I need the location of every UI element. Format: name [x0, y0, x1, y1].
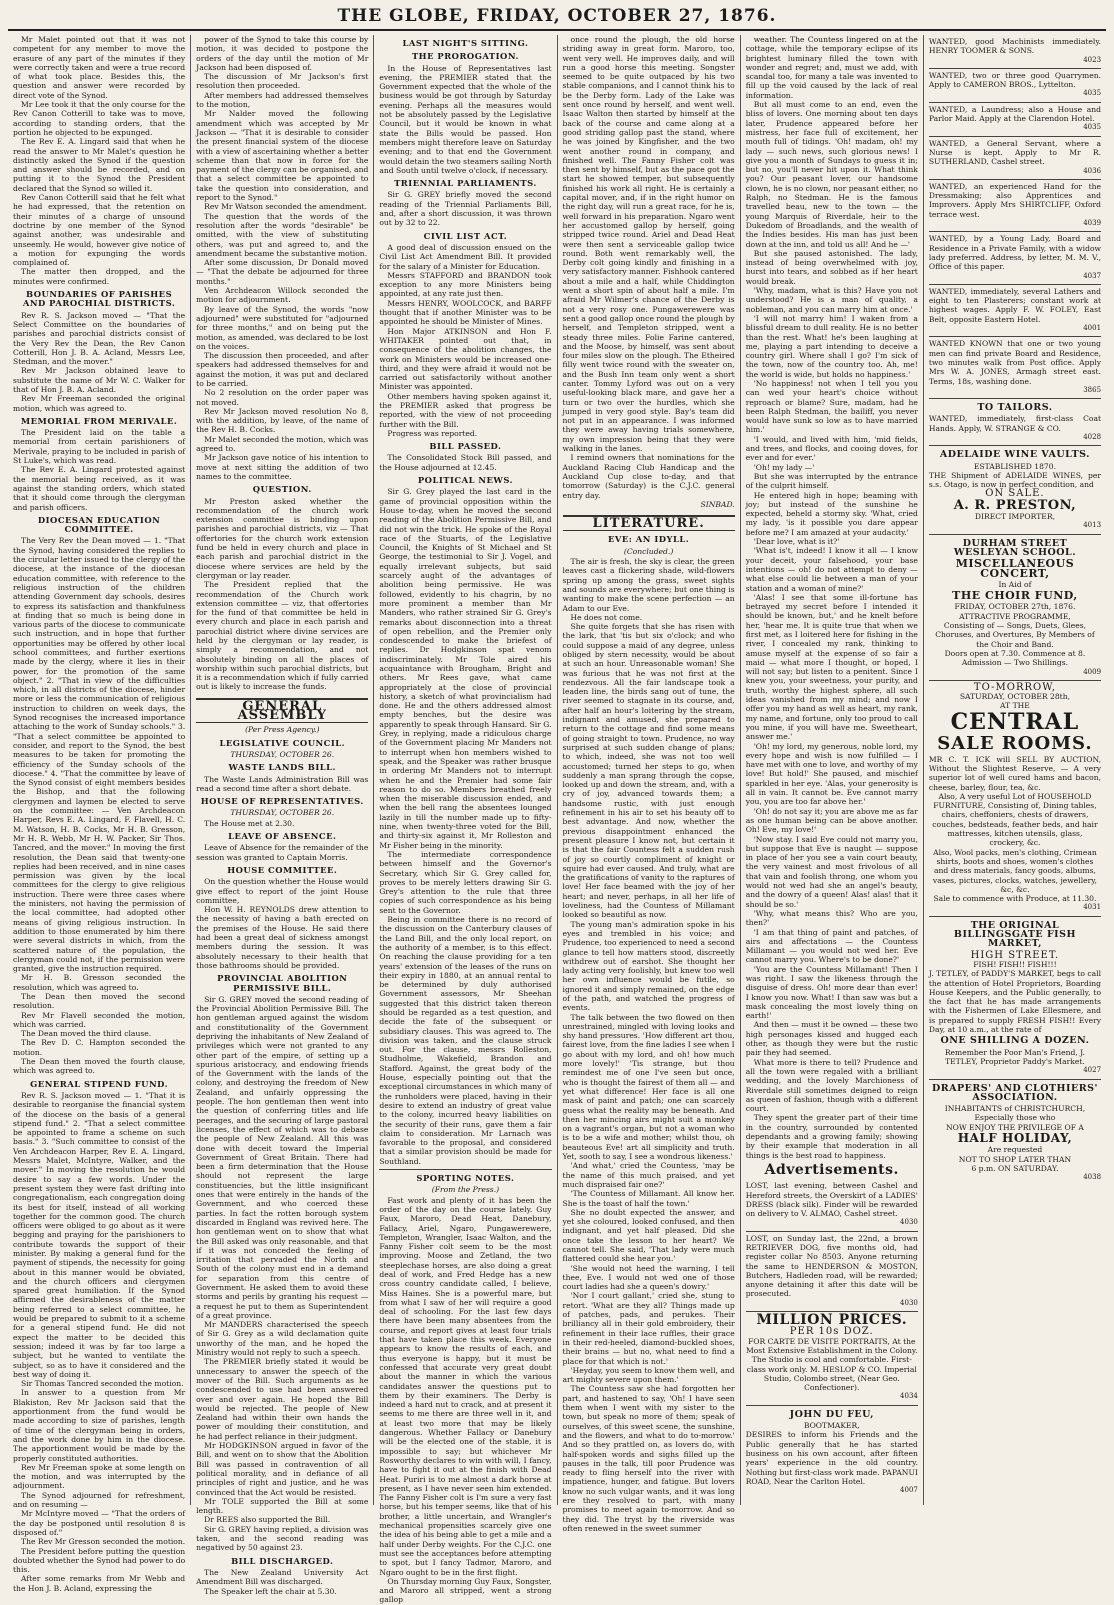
advertisement [929, 232, 1101, 284]
article-paragraph: The Very Rev the Dean moved — 1. "That the Synod, having considered the replies to the circular letter issued to the clergy of the diocese, at the instance of the diocesan education committee, with reference to the religious instruction of the children attending Government day schools, desires to express its satisfaction and thankfulness at finding that so much is being done in various parts of the diocese to communicate such instruction, and in hope that further opportunities may be offered by other local school committees, and further exertions made by the clergy, where it lies in their power, for the promotion of the same object." 2. "That in view of the difficulties which, in all districts of the diocese, hinder more or less the communication of religious instruction to children on week days, the Synod recognises the increased importance attaching to the work of Sunday schools." 3. "That a select committee be appointed to consider, and report to the Synod, the best measures to be taken for promoting the efficiency of the Sunday schools of the diocese." 4. "That the committee by leave of the Synod consist of eight members besides the Bishop, and that the following clergymen and laymen be elected to serve on the committee: — Ven Archdeacon Harper, Revs E. A. Lingard, F. Flavell, H. C. M. Watson, H. B. Cocks, Mr H. B. Gresson, Mr H. R. Webb, Mr H. W. Packer, Sir Thos. Tancred, and the mover." In moving the first resolution, the Dean said that twenty-one replies had been received, and in nine cases permission was given by the local committees for the clergy to give religious instruction. There were three cases where the ministers, not having the permission of the local committee, had adopted other means of giving religious instruction. In addition to those enumerated by him there were several districts in which, from the scattered nature of the population, the clergyman could not, if the permission were granted, give the instruction required. [13, 536, 186, 974]
article-paragraph: They spent the greater part of their time in the country, surrounded by contented dependants and a growing family; showing by their example that moderation in all things is the best road to happiness. [745, 1113, 918, 1160]
advertisement [929, 399, 1101, 446]
section-heading: HOUSE COMMITTEE. [227, 864, 338, 875]
advertisement [929, 69, 1101, 103]
column-1 [8, 35, 191, 1593]
article-paragraph: On the question whether the House would give effect to report of the joint House committee, [196, 877, 369, 905]
advertisement [929, 137, 1101, 180]
article-paragraph: power of the Synod to take this course by motion, it was decided to postpone the orders of the day until the motion of Mr Jackson had been disposed of. [196, 35, 369, 72]
article-paragraph: The President before putting the question doubted whether the Synod had power to do this. [13, 1546, 186, 1575]
article-paragraph: The Dean moved the third clause. [21, 1029, 152, 1039]
article-paragraph: The young man's admiration spoke in his eyes and trembled in his voice; and Prudence, too experienced to need a second glance to tell how matters stood, discreetly withdrew out of earshot. She thought her lady acting very foolishly, but knew too well her own influence would be futile, so ignored it and simply remained, on the edge of the path, and watched the progress of events. [562, 919, 735, 1013]
ad-text: Admission — Two Shillings. [961, 658, 1069, 668]
ad-number: 4031 [1083, 903, 1102, 912]
ad-text: FOR CARTE DE VISITE PORTRAITS, At the Most Extensive Establishment in the Colony. The Studio is cool and comfortable. First-class work only. M. HESLOP & CO. Imperial Studio, Colombo street, (Near Geo. Confectioner). [745, 1336, 918, 1393]
advertisement [929, 35, 1101, 69]
ad-number: 4013 [1083, 521, 1102, 530]
ad-text: LOST, on Sunday last, the 22nd, a brown RETRIEVER DOG, five months old, had register collar No 8503. Anyone returning the same to HENDERSON & MOSTON, Butchers, Hadleden road, will be rewarded; anyone detaining it after this date will be prosecuted. [745, 1233, 918, 1299]
article-paragraph: After members had addressed themselves to the motion, [196, 90, 369, 110]
article-paragraph: 'You are the Countess Millamant! Then I was right. I saw the likeness through the disguise of dress. Oh! more dear than ever! I know you now. What! I than saw was but a mask concealing the most lovely thing on earth!' [745, 964, 918, 1021]
article-paragraph: The talk between the two flowed on then unrestrained, mingled with loving looks and shy hand pressures. 'How different art thou, fairest love, from the fine ladies I see when I go about with my lord, and oh! how much more lovely!' 'Tis strange, but thou remindest me of one I've seen but once, who is thought the fairest of them all — and yet what difference! Her face is all one mask of paint and patch; one can scarcely guess what the reality may be beneath. And then her mincing airs might suit a monkey on a vagrant's organ, but not a woman who is to be a wife and mother; whilst thou, oh beauteous Eve! art all simplicity and truth. Yet, sooth to say, I see a wondrous likeness.' [562, 1012, 735, 1162]
column-5 [741, 35, 924, 1505]
article-paragraph: 'Oh! do not say it; you are above me as far as one human being can be above another. Oh! Eve, my love!' [745, 806, 918, 835]
article-paragraph: Sir G. GREY having replied, a division was taken, and the second reading was negatived by 50 against 23. [196, 1524, 369, 1553]
section-heading: TRIENNIAL PARLIAMENTS. [394, 178, 537, 189]
article-paragraph: Rev Mr Jackson obtained leave to substitute the name of Mr W. C. Walker for that of Hon J. B. A. Acland. [13, 366, 186, 394]
ad-number: 4036 [1083, 166, 1102, 175]
article-paragraph: 'Alas! I see that some ill-fortune has betrayed my secret before I intended it should be known, but,' and he knelt before her, 'hear me. It is quite true that when we first met, as I loitered here for fishing in the river, I concealed my rank, thinking to amuse myself at the expense of so fair a maid — what more I thought, or hoped, I will not say; but listen to a penitent. Since I knew you, your sweetness, your purity, and truth, worthy the highest sphere, all such ideas vanished from my mind; and now I offer you my hand as well as heart, my rank, my name, and fortune, only too proud to call you mine, if you will have me. Sweetheart, answer me.' [745, 592, 918, 742]
ad-number: 4035 [1083, 123, 1102, 132]
ad-text: WANTED, by a Young Lady, Board and Residence in a Private Family, with a widow lady preferred. Address, by letter, M. M. V., Office of this paper. [928, 234, 1102, 272]
article-paragraph: What more is there to tell? Prudence and all the town were regaled with a brilliant wedding, and the lovely Marchioness of Riverdale still sometimes deigned to reign as queen of fashion, though with a different court. [745, 1057, 918, 1114]
ad-text: Doors open at 7.30. Commence at 8. [944, 648, 1086, 658]
article-paragraph: In the House of Representatives last evening, the PREMIER stated that the Government expected that the whole of the business would be got through by Saturday evening. Perhaps all the measures would not be absolutely passed by the Legislative Council, but it would be known in what state the Bills would be passed. Hon members might therefore leave on Saturday evening; and to that end the Government would detain the two steamers sailing North and South until twelve o'clock, if necessary. [379, 63, 552, 175]
ad-number: 4038 [1083, 1173, 1102, 1182]
article-paragraph: I remind owners that nominations for the Auckland Racing Club Handicap and the Auckland Cup close to-day, and that tomorrow (Saturday) is the C.J.C. general entry day. [562, 453, 735, 500]
advertisement [746, 1179, 918, 1231]
article-paragraph: Dr REES also supported the Bill. [204, 1515, 331, 1525]
section-heading: POLITICAL NEWS. [417, 475, 513, 486]
ad-text: WANTED KNOWN that one or two young men can find private Board and Residence, two minutes walk from Post office. Apply Mrs W. A. JONES, Armagh street east. Terms, 18s, washing done. [928, 339, 1102, 386]
article-paragraph: After some discussion, Dr Donald moved — "That the debate be adjourned for three months." [196, 258, 369, 286]
section-heading: GENERAL STIPEND FUND. [30, 1078, 168, 1089]
ad-subtitle: BOOTMAKER, [803, 1421, 860, 1431]
article-paragraph: He entered high in hope; beaming with joy; but instead of the sunshine he expected, beheld a stormy sky. 'What, cried my lady, 'is it possible you dare appear before me? I am amazed at your audacity.' [745, 490, 918, 537]
section-heading: LEGISLATIVE COUNCIL. [219, 737, 346, 748]
article-paragraph: She quite forgets that she has risen with the lark, that 'tis but six o'clock; and who could suppose a maid of any degree, unless obliged by stern necessity, would be about at such an hour. Unreasonable woman! She was furious that he was not first at the rendezvous. All the fair landscape took a leaden line, the birds sang out of tune, the river seemed to stagnate in its course, and, after half an hour's loitering by the stream, indignant and amused, she prepared to return to the cottage and find some means of going straight to town. Prudence, no way surprised at such sudden change of plans; to which, indeed, she was not too well accustomed; turned her steps to go, when suddenly a man sprang through the copse, looked up and down the stream, and, with a cry of joy, advanced towards them; a handsome rustic, with just enough refinement in his air to set his beauty off to best advantage. And now, whether the previous disappointment enhanced the present pleasure I know not, but certain it is that the fair Countess felt a sudden rush of joy so courtly compliment of knight or squire had ever caused. And truly, what are the gratifications of vanity to the raptures of love! Her face beamed with the joy of her heart; and never, perhaps, in all her life of loveliness, had the Countess of Millamant looked so beautiful as now. [562, 622, 735, 920]
ad-number: 4037 [1083, 271, 1102, 280]
article-paragraph: Mr MANDERS characterised the speech of Sir G. Grey as a wild declamation quite unworthy of the man, and he hoped the Ministry would not reply to such a speech. [196, 1320, 369, 1358]
article-paragraph: 'Why, madam, what is this? Have you not understood? He is a man of quality, a nobleman, and you can marry him at once.' [745, 286, 918, 314]
ad-number: 4034 [900, 1392, 918, 1401]
article-paragraph: Mr Nalder moved the following amendment which was accepted by Mr Jackson — "That it is desirable to consider the present financial system of the diocese with a view of ascertaining whether a better scheme than that now in force for the payment of the clergy can be organised, and that a select committee be appointed to take the question into consideration, and report to the Synod." [196, 109, 369, 203]
section-heading: EVE: AN IDYLL. [608, 534, 690, 545]
article-paragraph: The discussion of Mr Jackson's first resolution then proceeded. [196, 72, 369, 91]
article-paragraph: The President replied that the recommendation of the Church work extension committee — viz, that offertories for the fund of that committee be held in every church and place in each parish and parochial district where divine services are held by the clergyman or lay reader, is simply a recommendation, and not absolutely binding on all the places of worship within such parochial districts, but it is a recommendation which if fully carried out is likely to increase the funds. [196, 580, 369, 692]
ad-number: 4027 [1083, 1066, 1102, 1075]
byline: (From the Press.) [431, 1185, 500, 1195]
article-paragraph: The matter then dropped, and the minutes were confirmed. [13, 267, 186, 286]
dateline: THURSDAY, OCTOBER 26. [230, 808, 335, 818]
ad-text: Consisting of — Songs, Duets, Glees, Choruses, and Overtures, By Members of the Choir and Band. [935, 621, 1095, 649]
section-heading: SPORTING NOTES. [416, 1173, 515, 1184]
ad-title: DURHAM STREET WESLEYAN SCHOOL. [953, 537, 1077, 558]
signature: SINBAD. [700, 499, 735, 509]
ad-callout: ON SALE. [985, 488, 1045, 500]
column-4 [558, 35, 741, 1533]
article-paragraph: 'She would not heed the warning, I tell thee, Eve. I would not wed one of those court ladies had she a queen's dowry.' [562, 1263, 735, 1292]
ad-text: WANTED, immediately, several Lathers and eight to ten Plasterers; constant work at highest wages. Apply F. W. FOLEY, East Belt, opposite Eastern Hotel. [928, 286, 1102, 324]
column-6 [924, 35, 1106, 1505]
article-paragraph: The New Zealand University Act Amendment Bill was discharged. [196, 1567, 369, 1587]
article-paragraph: On Thursday morning Guy Faux, Songster, and Maroro all stripped, went a strong gallop [379, 1576, 552, 1605]
ad-text: THE Shipment of ADELAIDE WINES, per s.s. Otago, is now in perfect condition, and [928, 470, 1102, 490]
section-heading: LAST NIGHT'S SITTING. [402, 38, 529, 48]
ad-text: Are requested [987, 1145, 1043, 1155]
ad-subtitle: HIGH STREET. [970, 949, 1060, 961]
ad-number: 4030 [900, 1218, 918, 1227]
article-paragraph: Ven Archdeacon Willock seconded the motion for adjournment. [196, 286, 369, 305]
article-paragraph: Mr Malet pointed out that it was not competent for any member to move the erasure of any part of the minutes if they were correctly taken and were a true record of what took place. Besides this, the question and answer were recorded by direct vote of the Synod. [13, 35, 186, 100]
article-paragraph: But all must come to an end, even the bliss of lovers. One morning about ten days later, Prudence appeared before her mistress, her face full of excitement, her mouth full of tidings. 'Oh! madam, oh! my lady — such news, such glorious news! I give you a month of Sundays to guess it in; but no, you'll never hit upon it. What think you? Our peasant lover, our handsome clown, he is no clown, nor peasant either, no Ralph, no Stedman. He is the famous travelled beau, new to the town — the young Marquis of Riverdale, heir to the Dukedom of Broadlands, and the wealth of the Indies besides. His man has just been down at the inn, and told us all! And he —' [745, 100, 918, 249]
article-paragraph: The intermediate correspondence between himself and the Governor's Secretary, which Sir G. Grey called for, proves to be merely letters drawing Sir G. Grey's attention to the rule that three copies of such correspondence as his being sent to the Governor. [379, 849, 552, 915]
article-paragraph: Sir Thomas Tancred seconded the motion. [21, 1379, 184, 1389]
ad-callout: FISH! FISH!! FISH!!! [973, 959, 1057, 969]
ad-text: WANTED, an experienced Hand for the Dressmaking; also Apprentices and Improvers. Apply Mrs SHIRTCLIFF, Oxford terrace west. [928, 181, 1102, 219]
ad-text: WANTED, a Laundress; also a House and Parlor Maid. Apply at the Clarendon Hotel. [928, 104, 1102, 124]
article-paragraph: 'I will not marry him! I waken from a blissful dream to dull reality. He is no better than the rest. What! he's been laughing at me, playing a part intending to deceive a country girl. Where shall I go? I'm sick of the town, now of the country too. Ah, me! the world is wide, but holds no happiness.' [745, 313, 918, 379]
columns [8, 35, 1106, 1605]
section-heading: QUESTION. [252, 484, 312, 495]
ad-title: MILLION PRICES. [756, 1312, 908, 1329]
article-paragraph: 'Dear love, what is it?' [753, 537, 840, 547]
article-paragraph: Rev Mr Jackson moved resolution No 8, with the addition, by leave, of the name of the Rev H. B. Cocks. [196, 406, 369, 435]
ad-title: JOHN DU FEU, [789, 1408, 874, 1420]
article-paragraph: Rev Mr Watson seconded the amendment. [204, 202, 368, 212]
article-paragraph: Mr Jackson gave notice of his intention to move at next sitting the addition of two names to the committee. [196, 453, 369, 481]
article-paragraph: The Speaker left the chair at 5.30. [204, 1586, 337, 1596]
ad-headline: THE CHOIR FUND, [952, 589, 1078, 603]
ad-headline: HALF HOLIDAY, [957, 1130, 1073, 1145]
article-paragraph: Sir G. Grey played the last card in the game of provincial opposition within the House to-day, when he moved the second reading of the Abolition Permissive Bill, and did not win the trick. He spoke of the Royal race of the Stuarts, of the Legislative Council, the Knights of St Michael and St George, the testimonial to Sir J. Vogel, and equally irrelevant subjects, but said scarcely aught of the advantages of abolition being permissive. He was followed, evidently to his chagrin, by no more prominent a member than Mr Manders, who rather strained Sir G. Grey's remarks about disconnection into a threat of open rebellion, and the Premier only condescended to make the briefest of replies. Dr Hodgkinson spat venom indiscriminately. Mr Tole aired his acquaintance with Brougham, Bright and others. Mr Rees gave, what came appropriately at the close of provincial history, a sketch of what provincialism had done. He and the others addressed almost empty benches, but the desire was apparently to speak through Hansard. Sir G. Grey, in replying, made a ridiculous charge of the Government placing Mr Manders not to interrupt when hon members wished to speak, and the Speaker was rather brusque in ordering Mr Manders not to interrupt when he and the Premier had some fair reason to do so. Members breathed freely when the miserable discussion ended, and when the bell rang the absentees lounged lazily in till the number made up to fifty-nine, when twenty-three voted for the Bill, and thirty-six against it, Mr Rolleston and Mr Fisher being in the minority. [379, 487, 552, 850]
ad-number: 4001 [1083, 324, 1102, 333]
advertisement [929, 535, 1101, 681]
ad-number: 4035 [1083, 89, 1102, 98]
advertisement [929, 917, 1101, 1080]
article-paragraph: Rev Mr Flavell seconded the motion, which was carried. [13, 1010, 186, 1029]
section-heading: WASTE LANDS BILL. [228, 762, 336, 773]
advertisement [929, 337, 1101, 399]
advertisement [746, 1232, 918, 1312]
article-paragraph: After some remarks from Mr Webb and the Hon J. B. Acland, expressing the [13, 1574, 186, 1593]
article-paragraph: But she paused astonished. The lady, instead of being overwhelmed with joy, burst into tears, and sobbed as if her heart would break. [745, 248, 918, 286]
ad-date: FRIDAY, OCTOBER 27th, 1876. [954, 602, 1076, 612]
article-paragraph: By leave of the Synod, the words "now adjourned" were substituted for "adjourned for three months," and on being put the motion, as amended, was declared to be lost on the voices. [196, 304, 369, 351]
ad-number: 4007 [900, 1486, 918, 1495]
article-paragraph: She no doubt expected the answer, and yet she coloured, looked confused, and then indignant, and yet half pleased. Did she once take the lesson to her heart? We cannot tell. She said, 'That lady were much flattered could she hear you.' [562, 1207, 735, 1264]
ad-number: 4028 [1083, 432, 1102, 441]
article-paragraph: Mr HODGKINSON argued in favor of the Bill, and went on to show that the Abolition Bill was passed in contravention of all political morality, and in defiance of all principles of right and justice, and he was convinced that the Act would be resisted. [196, 1441, 369, 1497]
article-paragraph: 'I would, and lived with him, 'mid fields, and trees, and flocks, and cooing doves, for ever and for ever.' [745, 434, 918, 463]
ad-headline: CENTRAL [950, 708, 1080, 735]
article-paragraph: 'The Countess of Millamant. All know her. She is the toast of half the town.' [562, 1189, 735, 1208]
ad-text: J. TETLEY, of PADDY'S MARKET, begs to call the attention of Hotel Proprietors, Boarding House Keepers, and the Public generally, to the fact that he has made arrangements with the Fishermen of Lake Ellesmere, and is prepared to supply FRESH FISH!! Every Day, at 10 a.m., at the rate of [928, 969, 1102, 1035]
subheading: (Concluded.) [623, 546, 674, 556]
article-paragraph: The Synod adjourned for refreshment, and on resuming — [13, 1490, 186, 1510]
dateline: THURSDAY, OCTOBER 26. [230, 749, 335, 759]
article-paragraph: No 2 resolution on the order paper was not moved. [196, 388, 369, 407]
ad-text: INHABITANTS of CHRISTCHURCH, Especially those who [944, 1104, 1086, 1123]
article-paragraph: 'No happiness! not when I tell you you can wed your heart's choice without reproach or blame? Sure, madam, had he been Ralph Stedman, the bailiff, you never would have sunk so low as to have married him.' [745, 378, 918, 435]
ad-title: ADELAIDE WINE VAULTS. [939, 449, 1090, 461]
article-paragraph: 'Oh! my lady —' [753, 462, 815, 472]
article-paragraph: 'Heyday, you seem to know them well, and art mighty severe upon them.' [562, 1365, 735, 1385]
ad-subtitle: ESTABLISHED 1870. [973, 461, 1056, 471]
section-heading: CIVIL LIST ACT. [423, 230, 508, 241]
ad-text: Sale to commence with Produce, at 11.30. [933, 894, 1097, 904]
article-paragraph: Sir G. GREY moved the second reading of the Provincial Abolition Permissive Bill. The hon gentleman argued against the wisdom and constitutionality of the Government depriving the inhabitants of New Zealand of privileges which were not granted to any other part of the empire, of setting up a spurious aristocracy, and endowing friends of the Government with the lands of the colony, and destroying the freedom of New Zealand, and unfairly oppressing the people. The hon gentleman then went into the question of conferring titles and life peerages, and the securing of large pastoral licenses, the effect of which was to debase the people of New Zealand. All this was done with deceit toward the Imperial Government of Great Britain. There had been a firm determination that the House should not represent the large constituencies, but the little insignificant ones that were entirely in the hands of the Government, and who coerced these parties. In fact the rotten borough system discarded in England was revived here. The hon gentleman went on to show that what the Bill asked was only reasonable, and that if it was not conceded the feeling of irritation that pervaded the North and South of the colony must end in a demand for separation from this centre of Government. He asked them to avoid these storms and perils by granting his request — a request he put to them as Superintendent of a great province. [196, 994, 369, 1320]
column-2 [191, 35, 374, 1596]
byline: (Per Press Agency.) [245, 725, 320, 735]
article-paragraph: He does not come. [570, 612, 643, 622]
article-paragraph: Rev R. S. Jackson moved — 1. "That it is desirable to reorganise the financial system of the diocese on the basis of a general stipend fund." 2. "That a select committee be appointed to frame a scheme on such basis." 3. "Such committee to consist of the Ven Archdeacon Harper, Rev E. A. Lingard, Messrs Malet, McIntyre, Walker, and the mover." In moving the resolution he would desire to say a few words. Under the present system they were fast drifting into congregationalism, each congregation doing its best for itself, instead of all working together for the common good. The church officers were obliged to go about as it were begging and praying for the parishioners to contribute towards the support of their minister. By making a general fund for the payment of stipends, the necessity for going about in this manner would be obviated, and the church officers and clergymen spared great humiliation. If the Synod affirmed the desirableness of the matter being referred to a select committee, he would be prepared to submit to it a scheme for a general stipend fund. He did not expect the matter to be decided this session; indeed it was by far too large a subject, but he wanted to ventilate the subject, so as to have it considered and the best way of doing it. [13, 1090, 186, 1379]
advertisement [929, 180, 1101, 232]
article-paragraph: Rev R. S. Jackson moved — "That the Select Committee on the boundaries of parishes and parochial districts consist of the Very Rev the Dean, the Rev Canon Cotterill, Hon J. B. A. Acland, Messrs Lee, Stedman, and the mover." [13, 310, 186, 367]
article-paragraph: The Dean then moved the second resolution. [13, 991, 186, 1011]
ad-subtitle: ATTRACTIVE PROGRAMME, [959, 611, 1071, 621]
section-heading: THE PROROGATION. [411, 51, 519, 62]
article-paragraph: In answer to a question from Mr Blakiston, Rev Mr Jackson said that the apportionment from the fund would be made according to size of parishes, length of time of the clergyman being in orders, and the work done by him in the diocese. The apportionment would be made by the properly constituted authorities. [13, 1388, 186, 1463]
divider [379, 1169, 551, 1170]
section-heading: LEAVE OF ABSENCE. [228, 831, 337, 842]
advertisement [929, 285, 1101, 337]
article-paragraph: Leave of Absence for the remainder of the session was granted to Captain Morris. [196, 843, 369, 862]
ad-subtitle: DIRECT IMPORTER, [974, 512, 1055, 522]
ad-date: SATURDAY, OCTOBER 28th, [959, 692, 1071, 702]
general-assembly-heading: GENERAL ASSEMBLY [196, 698, 368, 724]
article-paragraph: The discussion then proceeded, and after speakers had addressed themselves for and against the motion, it was put and declared to be carried. [196, 351, 369, 388]
article-paragraph: The Consolidated Stock Bill passed, and the House adjourned at 12.45. [379, 453, 552, 472]
article-paragraph: Messrs STAFFORD and BRANDON took exception to any more Ministers being appointed, at any rate just then. [379, 270, 552, 299]
ad-text: 6 p.m. ON SATURDAY. [971, 1163, 1059, 1173]
ad-text: WANTED, two or three good Quarrymen. Apply to CAMERON BROS., Lyttelton. [928, 70, 1102, 90]
advertisement [746, 1406, 918, 1499]
article-paragraph: A good deal of discussion ensued on the Civil List Act Amendment Bill. It provided for the salary of a Minister for Education. [379, 242, 552, 271]
ad-subtitle: In Aid of [998, 579, 1032, 589]
article-paragraph: 'Oh! my lord, my generous, noble lord, my every hope and wish is now fulfilled — I have met with one to love, and worthy of my love! But hold!' She paused, and mischief sparkled in her eye. 'Alas, your generosity is all in vain. It cannot be. Eve cannot marry you, you are too far above her.' [745, 741, 918, 807]
article-paragraph: Being in committee there is no record of the discussion on the Canterbury clauses of the Land Bill, and the only local report, on the authority of a member, is to this effect. On reaching the clause providing for a ten years' extension of the leases of the runs on their expiry in 1880, at an annual rental to be determined by duly authorised Government assessors, Mr Sheehan suggested that this district taken thereon should be regarded as a test question, and decide the fate of the subsequent or subsidiary clauses. This was agreed to. The division was taken, and the clause struck out. For the clause, messrs Rolleston, Studholme, Wakefield, Brandon and Stafford. Against, the great body of the House, especially pointing out that the exceptional circumstances in which many of the runholders were placed, having in their desire to extend an industry of great value to the colony, incurred heavy liabilities on the security of their runs, gave them a fair claim to consideration. Mr Larnach was favorable to the proposal, and considered that a similar provision should be made for Southland. [379, 915, 552, 1166]
article-paragraph: Mr TOLE supported the Bill at some length. [196, 1496, 369, 1516]
ad-headline: SALE ROOMS. [937, 732, 1093, 754]
article-paragraph: 'Why, what means this? Who are you, then?' [745, 908, 918, 928]
ad-text: Also, A very useful Lot of HOUSEHOLD FURNITURE, Consisting of, Dining tables, chairs, cheffoniers, chests of drawers, couches, bedsteads, feather beds, and hair mattresses, kitchen utensils, glass, crockery, &c. [932, 791, 1098, 848]
ad-text: WANTED, good Machinists immediately. HENRY TOOMER & SONS. [928, 37, 1102, 56]
ad-number: 4030 [900, 1298, 918, 1307]
advertisement [929, 1080, 1101, 1186]
ad-text: DESIRES to inform his Friends and the Public generally that he has started business on his own account, after fifteen years' experience in the old country. Nothing but first-class work made. PAPANUI ROAD, Near the Carlton Hotel. [745, 1430, 918, 1486]
article-paragraph: And then — must it be owned — these two high personages kissed and hugged each other, as though they were but the rustic pair they had seemed. [745, 1020, 918, 1058]
article-paragraph: Mr Preston asked whether the recommendation of the church work extension committee is binding upon parishes and parochial districts, viz — That offertories for the church work extension fund be held in every church and place in each parish and parochial district in the diocese where services are held by the clergyman or lay reader. [196, 496, 369, 580]
article-paragraph: Mr Lee took it that the only course for the Rev Canon Cotterill to take was to move, according to standing orders, that the portion he objected to be expunged. [13, 100, 186, 137]
article-paragraph: But she was interrupted by the entrance of the culprit himself. [745, 471, 918, 491]
article-paragraph: Rev Mr Freeman seconded the original motion, which was agreed to. [13, 394, 186, 413]
article-paragraph: The Waste Lands Administration Bill was read a second time after a short debate. [196, 774, 369, 793]
article-paragraph: The Rev E. A. Lingard protested against the memorial being received, as it was against the standing orders, which stated that it should come through the clergyman and parish officers. [13, 465, 186, 512]
article-paragraph: Rev Canon Cotterill said that he felt what he had expressed, that the retention on their minutes of a charge of unsound doctrine by one member of the Synod against another, was undesirable and unseemly. He would, however give notice of a motion for expunging the words complained of. [13, 193, 186, 268]
ad-text: MR C. T. ICK will SELL BY AUCTION, Without the Slightest Reserve, — A very superior lot of well cured hams and bacon, cheese, barley, flour, tea, &c. [928, 754, 1102, 792]
ad-number: 4023 [1083, 55, 1102, 64]
article-paragraph: Mr McIntyre moved — "That the orders of the day be postponed until resolution 8 is disposed of." [13, 1509, 186, 1537]
article-paragraph: The House met at 2.30. [204, 818, 295, 828]
ad-text: Remember the Poor Man's Friend, J. TETLEY, Proprietor Paddy's Market. [944, 1047, 1086, 1066]
article-paragraph: 'I am that thing of paint and patches, of airs and affectations — the Countess Millamant — you would not wed her. Eve cannot marry you. Where's to be done?' [745, 927, 918, 965]
literature-heading: LITERATURE. [563, 515, 735, 531]
advertisement [746, 1312, 918, 1406]
article-paragraph: 'Nor I court gallant,' cried she, stung to retort. 'What are they all? Things made up of patches, pads, and perukes. Their brilliancy all in their gold embroidery, their refinement in their lace ruffles, their grace in their red-heeled, diamond-buckled shoes, their brains — but no, what need to find a place for that which is not.' [562, 1291, 735, 1366]
article-paragraph: The question that the words of the resolution after the words "desirable" be omitted, with the view of substituting others, was put and agreed to, and the amendment became the substantive motion. [196, 211, 369, 258]
article-paragraph: weather. The Countess lingered on at the cottage, while the temporary eclipse of its brightest luminary filled the town with wonder and regret; and, must we add, with scandal too, for many a tale was invented to fill up the void caused by the lack of real information. [745, 35, 918, 100]
advertisement [929, 681, 1101, 917]
column-3 [374, 35, 557, 1605]
article-paragraph: Mr Malet seconded the motion, which was agreed to. [196, 434, 369, 454]
article-paragraph: Messrs HENRY, WOOLCOCK, and BARFF thought that if another Minister was to be appointed he should be Minister of Mines. [379, 298, 552, 327]
ad-number: 4009 [1083, 667, 1102, 676]
ad-text: NOW ENJOY THE PRIVILEGE OF A [945, 1122, 1084, 1132]
ad-text: WANTED, immediately, first-class Coat Hands. Apply, W. STRANGE & CO. [928, 414, 1102, 433]
advertisement [929, 103, 1101, 137]
article-paragraph: Hon W. H. REYNOLDS drew attention to the necessity of having a bath erected on the premises of the House. He said there had been a great deal of sickness amongst members during the session. It was absolutely necessary to their health that those bathrooms should be provided. [196, 905, 369, 970]
article-paragraph: 'And what,' cried the Countess, 'may be the name of this much praised, and yet much dispraised fair one?' [562, 1161, 735, 1189]
article-paragraph: The Countess saw she had forgotten her part, and hastened to say, 'Oh! I have seen them when I went with my sister to the town, but speak no more of them; speak of ourselves, of this sweet scene, the sunshine, and the flowers, and what to do to-morrow.' And so they prattled on, as lovers do, with half-spoken words and sighs filled up the pauses in the talk, till poor Prudence was ready to fling herself into the river with impatience, hunger, and fatigue. But lovers know no such vulgar wants, and it was long ere they resolved to part, with many promises to meet again to-morrow. And so they did. The tryst by the riverside was often renewed in the sweet summer [562, 1384, 735, 1533]
section-heading: BOUNDARIES OF PARISHES AND PAROCHIAL DISTRICTS. [22, 289, 176, 309]
article-paragraph: 'Now stay. I said Eve could not marry you, but suppose that Eve is naught — suppose in place of her you see a vain court beauty, the very vainest and most frivolous of all that vain and foolish throng, one whom you would not wed had she an angel's beauty, and the dowry of a queen! Alas! alas! that it should be so.' [745, 834, 918, 909]
ad-title: TO TAILORS. [977, 402, 1053, 414]
article-paragraph: Sir G. GREY briefly moved the second reading of the Triennial Parliaments Bill, and, after a short discussion, it was thrown out by 32 to 22. [379, 190, 552, 228]
ad-headline: MISCELLANEOUS CONCERT, [955, 557, 1075, 580]
advertisements-heading: Advertisements. [764, 1161, 899, 1178]
article-paragraph: Other members having spoken against it, the PREMIER asked that progress be reported, with the view of not proceeding further with the Bill. [379, 391, 552, 429]
article-paragraph: 'What is't, indeed! I know it all — I know your deceit, your falsehood, your base intentions — oh! do not attempt to deny — what else could lie between a man of your station and a woman of mine?' [745, 546, 918, 593]
ad-text: LOST, last evening, between Cashel and Hereford streets, the Overskirt of a LADIES' DRESS (black silk). Finder will be rewarded on delivery to V. ALMAO, Cashel street. [745, 1181, 918, 1219]
article-paragraph: once round the plough, the old horse striding away in great form. Maroro, too, went very well. He improves daily, and will run a good horse this meeting. Songster seemed to be quite outpaced by his two stable companions, and I cannot think his to be the Derby form. Lady of the Lake was sent once round by herself, and went well. Isaac Walton then started by himself at the back of the course and came along at a good striding gallop past the stand, where he was joined by Kingfisher, and the two went another round in company, and finished well. The Fanny Fisher colt was then sent by himself, but as the pace got the start he showed temper, but subsequently finished his work all right. He is certainly a capital mover, and, if in the right humor on the right day, will run a great race, for he is, well forward in his preparation. Ngaro went her accustomed gallop by herself, going stripped twice round. Ariel and Dead Heat were then sent a serviceable gallop twice round. Both went remarkably well, the Derby colt going kindly and finishing in a very satisfactory manner. Fishhook cantered about a mile and a half, while Chiddington went a short spin of about half a mile. I'm afraid Mr Wilmer's chance of the Derby is not a very rosy one. Pungawerewere was sent a good gallop once round the plough by herself, and Templeton stripped, went a steady three miles. Folie Farine cantered, and the Moose, by himself, was sent about four miles slow on the plough. The Etheired filly went twice round with the sweater on, and the Bush Inn team only went a short canter. Tommy Lyford was out on a very useful-looking black mare, and gave her a turn or two over the hurdles, which she jumped in very good style. Bay's team did not put in an appearance. I was informed they were away having trials somewhere, my own impression being that they were walking in the lanes. [562, 35, 735, 454]
article-paragraph: The air is fresh, the sky is clear, the green leaves cast a flickering shade, wild-flowers spring up among the grass, sweet sights and sounds are everywhere; but one thing is wanting to make the scene perfection — an Adam to our Eve. [562, 557, 735, 613]
article-paragraph: The Rev E. A. Lingard said that when he read the answer to Mr Malet's question he distinctly asked the Synod if the question and answer should be recorded, and on putting it to the Synod the President declared that the Synod so willed it. [13, 137, 186, 193]
section-heading: PROVINCIAL ABOLITION PERMISSIVE BILL. [217, 973, 348, 993]
ad-text: WANTED, a General Servant, where a Nurse is kept. Apply to Mr R. SUTHERLAND, Cashel street. [928, 138, 1102, 167]
ad-headline: TO-MORROW, [973, 681, 1056, 693]
ad-price: PER 10s DOZ. [789, 1326, 874, 1338]
ad-title: DRAPERS' AND CLOTHIERS' ASSOCIATION. [932, 1082, 1098, 1103]
ad-number: 4039 [1083, 219, 1102, 228]
article-paragraph: Mr H. B. Gresson seconded the resolution, which was agreed to. [13, 973, 186, 992]
article-paragraph: The Dean then moved the fourth clause, which was agreed to. [13, 1057, 186, 1076]
ad-number: 3865 [1083, 385, 1102, 394]
article-paragraph: Progress was reported. [387, 428, 478, 438]
advertisement [929, 446, 1101, 534]
article-paragraph: Fast work and plenty of it has been the order of the day on the course lately. Guy Faux, Maroro, Dead Heat, Danebury, Fallacy, Ariel, Ngaro, Pungawerewere, Templeton, Wrangler, Isaac Walton, and the Fanny Fisher colt seem to be the most improving. Moose and Zetland, the two steeplechase horses, are also doing a great deal of work, and Fred Hedge has a new cross country candidate called, I believe, Miss Haines. She is a powerful mare, but from what I saw of her will require a good deal of schooling. For the last few days there have been many absentees from the course, and report gives at least four trials that have taken place this week. Everyone appears to know the results of each, and thus everyone is happy, but it must be confessed that accurate very great doubt about the manner in which the various candidates answer the questions put to them by their examiners. The Derby is indeed a hard nut to crack, and at present it seems to me there are three well in it, and at least two more that may be likely dangerous. Whether Fallacy or Danebury will be the elected one of the stable, it is impossible to say; but whichever Mr Rosworthy declares to win with will, I fancy, have to fight it out at the finish with Dead Heat. Puriri is to me almost a dark horse at present, as I have never seen him extended. The Fanny Fisher colt is I'm sure a very fast horse, but his temper seems, like that of his brother, a little uncertain, and Wrangler's mechanical propensities scarcely give one the idea of his being able to get a mile and a half under Derby weights. For the C.J.C. one must see the acceptances before attempting to spot, but I fancy Tadmor, Maroro, and Ngaro ought to be in the first flight. [379, 1195, 552, 1577]
ad-text: NOT TO SHOP LATER THAN [958, 1154, 1072, 1164]
article-paragraph: The President laid on the table a memorial from certain parishioners of Merivale, praying to be included in parish of St Luke's, which was read. [13, 428, 186, 466]
ad-text: Also, Wool packs, men's clothing, Crimean shirts, boots and shoes, women's clothes and dress materials, fancy goods, albums, vases, pictures, clocks, watches, jewellery, &c, &c. [932, 847, 1097, 894]
section-heading: MEMORIAL FROM MERIVALE. [20, 415, 178, 426]
ad-name: A. R. PRESTON, [953, 497, 1077, 513]
article-paragraph: The Rev Mr Gresson seconded the motion. [21, 1537, 186, 1547]
article-paragraph: The PREMIER briefly stated it would be unnecessary to answer the speech of the mover of the Bill. Such arguments as he condescended to use had been answered over and over again. He hoped the Bill would be rejected. The people of New Zealand had within their own hands the power of moulding their constitution, and he had perfect reliance in their judgment. [196, 1357, 369, 1441]
article-paragraph: Hon Major ATKINSON and Hon F. WHITAKER pointed out that, in consequence of the abolition changes, the work on Ministers would be increased one-third, and they were afraid it would not be carried out satisfactorily without another Minister was appointed. [379, 326, 552, 392]
masthead: THE GLOBE, FRIDAY, OCTOBER 27, 1876. [8, 6, 1106, 31]
ad-title: THE ORIGINAL BILLINGSGATE FISH MARKET, [953, 919, 1076, 950]
ad-headline: ONE SHILLING A DOZEN. [940, 1035, 1090, 1047]
section-heading: DIOCESAN EDUCATION COMMITTEE. [37, 514, 161, 535]
section-heading: BILL DISCHARGED. [231, 1555, 334, 1566]
ad-subtitle: AT THE [1000, 701, 1030, 711]
article-paragraph: Rev Mr Freeman spoke at some length on the motion, and was interrupted by the adjournment. [13, 1462, 186, 1491]
section-heading: HOUSE OF REPRESENTATIVES. [200, 796, 364, 807]
article-paragraph: The Rev D. C. Hampton seconded the motion. [13, 1038, 186, 1057]
section-heading: BILL PASSED. [429, 441, 502, 452]
